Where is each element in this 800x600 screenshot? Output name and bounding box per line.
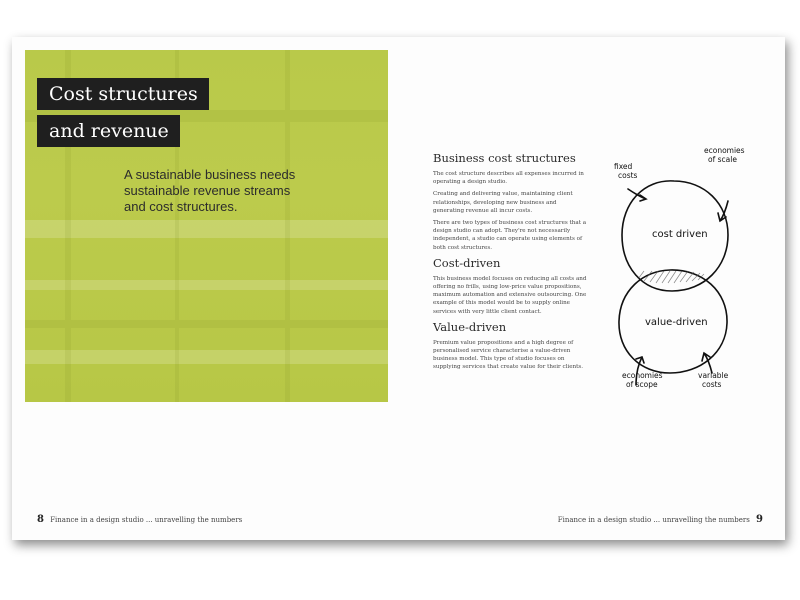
right-running-title: Finance in a design studio ... unravelling the numbers — [557, 516, 750, 524]
value-driven-heading: Value-driven — [433, 319, 507, 334]
article-heading: Business cost structures — [433, 151, 576, 165]
cost-structures-article — [433, 151, 588, 376]
cost-driven-label: cost driven — [652, 229, 708, 240]
economies-of-scale-label-2: of scale — [708, 155, 737, 164]
economies-of-scope-label-1: economies — [622, 371, 663, 380]
economies-of-scale-label-1: economies — [704, 146, 745, 155]
economies-of-scope-label-2: of scope — [626, 380, 658, 389]
left-running-title: Finance in a design studio ... unravelling the numbers — [50, 516, 243, 524]
overlap-hatching — [638, 271, 704, 283]
article-paragraph: There are two types of business cost structures that a design studio can adopt. They're not necessarily independent, a studio can operate using elements of both cost structures. — [433, 220, 587, 251]
value-driven-text: Premium value propositions and a high degree of personalised service characterise a value-driven business model. This type of studio focuses on supplying services that create value for their clients. — [433, 339, 584, 371]
cost-driven-text: This business model focuses on reducing all costs and offering no frills, using low-price value propositions, maximum automation and extensive outsourcing. One example of this model would be to supply online services with very little client contact. — [433, 275, 587, 315]
left-page-footer — [33, 514, 242, 525]
value-driven-label: value-driven — [645, 317, 708, 328]
right-page-footer — [558, 514, 767, 525]
green-feature-panel — [25, 50, 388, 402]
fixed-costs-arrow — [628, 189, 646, 201]
cost-driven-heading: Cost-driven — [433, 255, 501, 270]
left-page-number: 8 — [37, 514, 44, 525]
lede-text: A sustainable business needs sustainable revenue streams and cost structures. — [124, 167, 296, 214]
variable-costs-label-2: costs — [702, 380, 722, 389]
article-paragraph: Creating and delivering value, maintaining client relationships, developing new business and generating revenue all incur costs. — [433, 191, 573, 214]
book-spread — [12, 37, 785, 540]
venn-diagram — [600, 145, 750, 390]
page-title-line-1: Cost structures — [37, 78, 209, 110]
fixed-costs-label-1: fixed — [614, 162, 633, 171]
fixed-costs-label-2: costs — [618, 171, 638, 180]
variable-costs-label-1: variable — [698, 371, 729, 380]
page-title-line-2: and revenue — [37, 115, 180, 147]
article-paragraph: The cost structure describes all expenses incurred in operating a design studio. — [433, 171, 584, 186]
right-page-number: 9 — [756, 514, 763, 525]
